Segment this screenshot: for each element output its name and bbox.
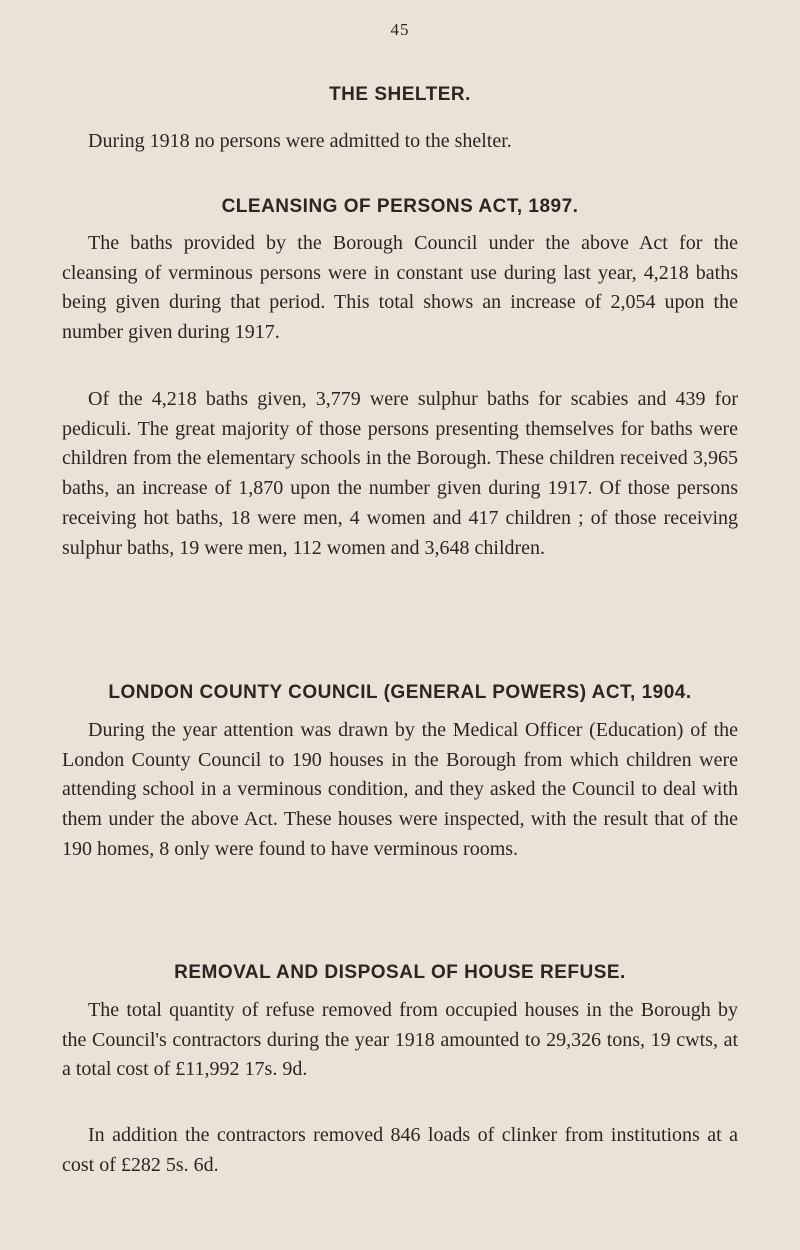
cleansing-paragraph-1: The baths provided by the Borough Council under the above Act for the cleansing of verminous persons were in constant use during last year, 4,218 baths being given during that period. This total shows an increase of 2,054 upon the number given during 1917.: [62, 232, 738, 344]
page-number: 45: [390, 20, 410, 39]
section-heading-refuse: REMOVAL AND DISPOSAL OF HOUSE REFUSE.: [174, 962, 626, 983]
section-heading-lcc-act: LONDON COUNTY COUNCIL (GENERAL POWERS) ACT, 1904.: [108, 682, 692, 703]
section-heading-cleansing-act: CLEANSING OF PERSONS ACT, 1897.: [221, 196, 579, 217]
refuse-paragraph-1: The total quantity of refuse removed from occupied houses in the Borough by the Council's contractors during the year 1918 amounted to 29,326 tons, 19 cwts, at a total cost of £11,992 17s. 9d.: [62, 999, 738, 1081]
lcc-paragraph: During the year attention was drawn by the Medical Officer (Education) of the London County Council to 190 houses in the Borough from which children were attending school in a verminous condition, and they asked the Council to deal with them under the above Act. These houses were inspected, with the result that of the 190 homes, 8 only were found to have verminous rooms.: [62, 719, 738, 860]
cleansing-paragraph-2: Of the 4,218 baths given, 3,779 were sulphur baths for scabies and 439 for pediculi. The great majority of those persons presenting themselves for baths were children from the elementary schools in the Borough. These children received 3,965 baths, an increase of 1,870 upon the number given during 1917. Of those persons receiving hot baths, 18 were men, 4 women and 417 children ; of those receiving sulphur baths, 19 were men, 112 women and 3,648 children.: [62, 388, 738, 559]
refuse-paragraph-2: In addition the contractors removed 846 loads of clinker from institutions at a cost of £282 5s. 6d.: [62, 1124, 738, 1176]
shelter-paragraph: During 1918 no persons were admitted to the shelter.: [88, 130, 512, 152]
section-heading-shelter: THE SHELTER.: [329, 84, 471, 105]
